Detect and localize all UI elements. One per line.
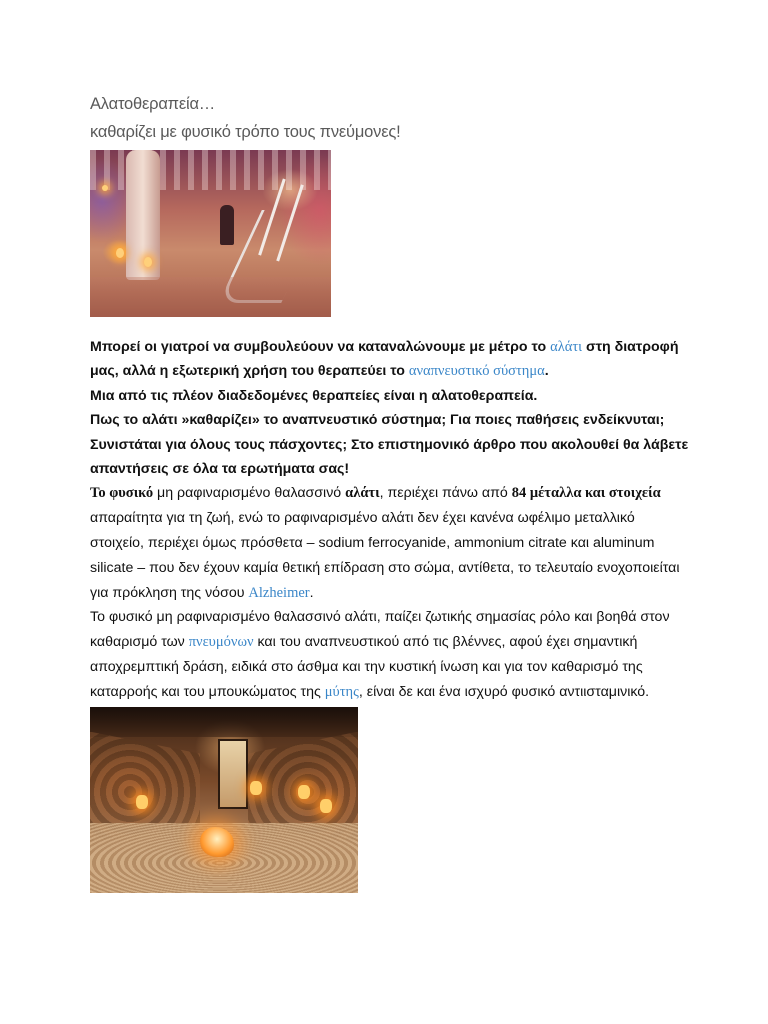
body-paragraph-1	[90, 481, 690, 605]
photo-ceiling-light	[102, 185, 108, 191]
document-subtitle: καθαρίζει με φυσικό τρόπο τους πνεύμονες!	[90, 123, 401, 141]
intro-paragraph-2: Μια από τις πλέον διαδεδομένες θεραπείες είναι η αλατοθεραπεία.	[90, 387, 538, 404]
photo-salt-pillar	[126, 150, 160, 280]
photo-salt-lamp	[320, 799, 332, 813]
photo-salt-lamp	[250, 781, 262, 795]
intro-text: Μπορεί οι γιατροί να συμβουλεύουν να καταναλώνουμε με μέτρο το	[90, 339, 551, 355]
body-text: μη ραφιναρισμένο θαλασσινό	[153, 485, 346, 502]
link-alzheimer[interactable]: Alzheimer	[248, 584, 310, 601]
body-text: , είναι δε και ένα ισχυρό φυσικό αντιισταμινικό.	[358, 683, 650, 700]
photo-doorway	[218, 739, 248, 809]
intro-section	[90, 335, 690, 481]
photo-salt-lamp	[298, 785, 310, 799]
body-text: , περιέχει πάνω από	[379, 485, 512, 502]
link-lungs[interactable]: πνευμόνων	[188, 634, 254, 651]
link-respiratory-system[interactable]: αναπνευστικό σύστημα	[408, 363, 545, 380]
photo-salt-lamp	[136, 795, 148, 809]
body-text: απαραίτητα για τη ζωή, ενώ το ραφιναρισμένο αλάτι δεν έχει κανένα ωφέλιμο μεταλλικό στοιχείο, περιέχει όμως πρόσθετα – sodium ferrocyanide, ammonium citrate και aluminum silicate – που δεν έχουν καμία θετική επίδραση στο σώμα, αντίθετα, το τελευταίο ενοχοποιείται για πρόκληση της νόσου	[90, 510, 680, 601]
body-text: Το φυσικό μη ραφιναρισμένο θαλασσινό αλάτι, παίζει ζωτικής σημασίας ρόλο και βοηθά στον καθαρισμό των	[90, 609, 670, 651]
document-page	[90, 92, 690, 893]
photo-person	[220, 205, 234, 245]
body-section	[90, 481, 690, 704]
photo-salt-lamp	[144, 257, 152, 267]
bold-text: 84 μέταλλα και στοιχεία	[511, 485, 661, 502]
salt-cave-photo-1	[90, 150, 331, 317]
bold-text: αλάτι	[345, 485, 380, 502]
intro-text: .	[544, 363, 549, 380]
body-text: .	[309, 584, 314, 601]
photo-salt-lamp	[116, 248, 124, 258]
link-nose[interactable]: μύτης	[324, 683, 359, 700]
intro-paragraph-1	[90, 335, 690, 384]
photo-floor	[90, 277, 331, 317]
salt-cave-photo-2	[90, 707, 358, 893]
bold-text: Το φυσικό	[90, 485, 154, 502]
body-paragraph-2	[90, 605, 690, 704]
body-text: και του αναπνευστικού από τις βλέννες, αφού έχει σημαντική αποχρεμπτική δράση, ειδικά στο άσθμα και την κυστική ίνωση και για τον καθαρισμό της καταρροής και του μπουκώματος της	[90, 634, 643, 700]
intro-text: στη διατροφή μας, αλλά η εξωτερική χρήση του θεραπεύει το	[90, 339, 679, 380]
photo-ceiling	[90, 707, 358, 737]
document-title: Αλατοθεραπεία…	[90, 95, 216, 113]
link-salt[interactable]: αλάτι	[550, 339, 583, 355]
intro-paragraph-3: Πως το αλάτι »καθαρίζει» το αναπνευστικό σύστημα; Για ποιες παθήσεις ενδείκνυται; Συνιστάται για όλους τους πάσχοντες; Στο επιστημονικό άρθρο που ακολουθεί θα λάβετε απαντήσεις σε όλα τα ερωτήματα σας!	[90, 412, 689, 478]
